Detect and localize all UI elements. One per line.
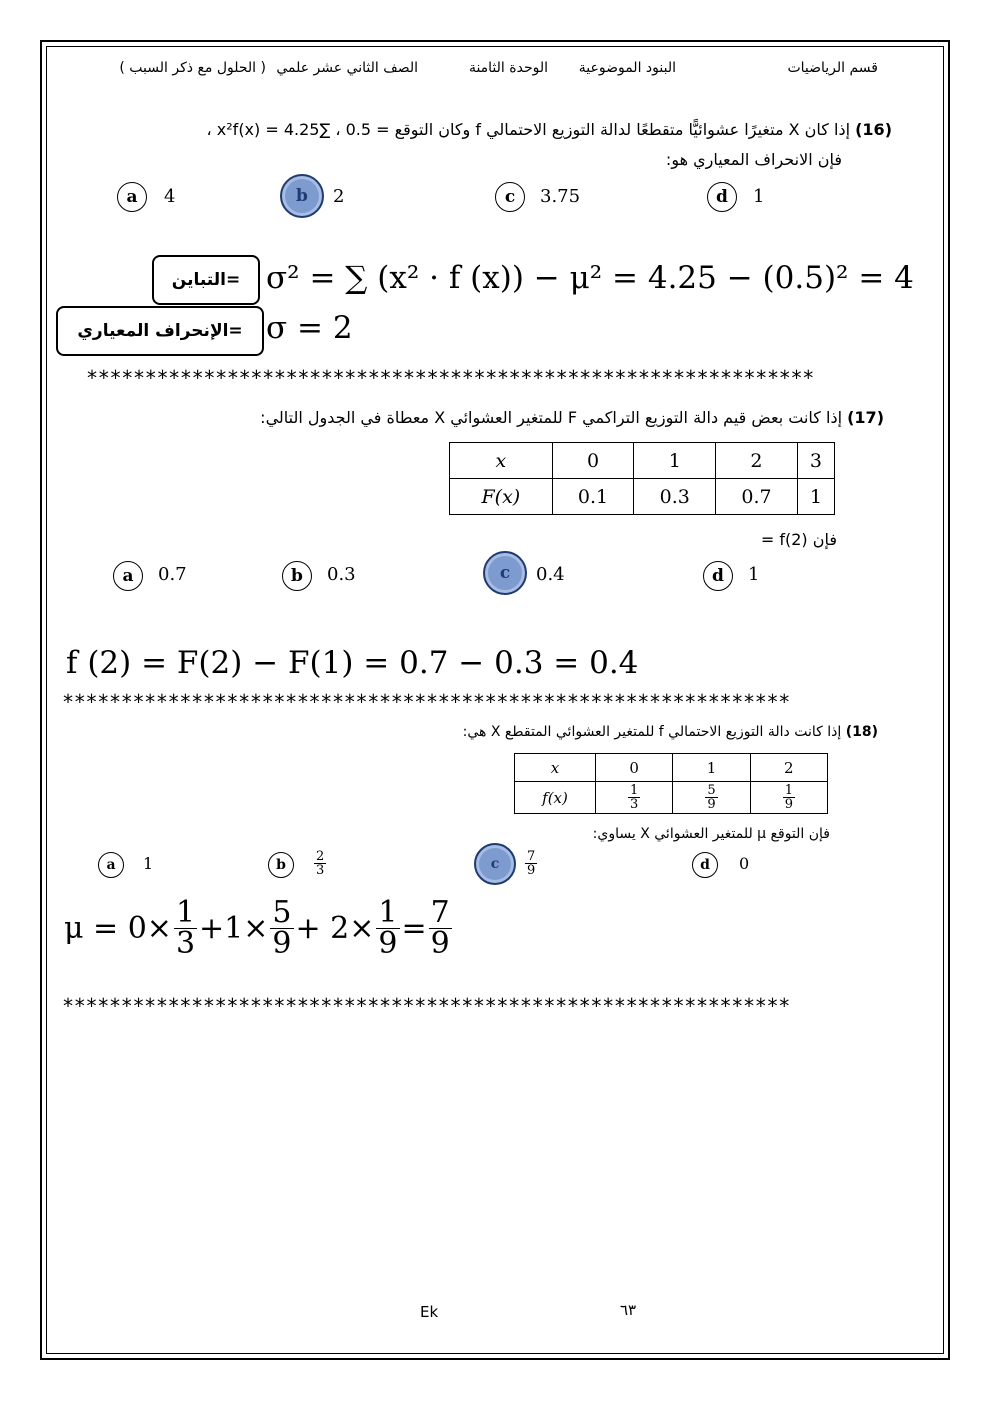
q18-sol-t2-num: 5 bbox=[272, 895, 292, 930]
q18-opt-b-num: 2 bbox=[316, 849, 325, 864]
q17-option-a-circle[interactable]: a bbox=[113, 561, 143, 591]
q18-option-c-circle-selected[interactable]: c bbox=[474, 843, 516, 885]
q16-number: (16) bbox=[855, 120, 892, 139]
q16-line1 bbox=[207, 120, 892, 139]
q18-table-f2 bbox=[750, 782, 827, 814]
q18-sol-p2: + 2× bbox=[295, 911, 375, 946]
q18-sol-t3-den: 9 bbox=[378, 926, 398, 961]
q18-table-header-fx: f(x) bbox=[515, 782, 596, 814]
q17-option-c-value: 0.4 bbox=[536, 564, 565, 585]
q16-option-a-value: 4 bbox=[164, 186, 176, 207]
q18-opt-c-den: 9 bbox=[527, 863, 536, 878]
sd-formula: σ = 2 bbox=[266, 310, 353, 346]
q18-f2-den: 9 bbox=[784, 797, 793, 812]
q18-sol-t1-den: 3 bbox=[175, 926, 196, 961]
q17-table-F2: 0.7 bbox=[716, 479, 798, 515]
q17-option-d-circle[interactable]: d bbox=[703, 561, 733, 591]
variance-label: =التباين bbox=[152, 255, 260, 305]
q18-option-b-circle[interactable]: b bbox=[268, 852, 294, 878]
header-unit: الوحدة الثامنة bbox=[468, 60, 548, 76]
q16-option-a-circle[interactable]: a bbox=[117, 182, 147, 212]
variance-formula: σ² = ∑ (x² · f (x)) − μ² = 4.25 − (0.5)² = 4 bbox=[266, 260, 914, 296]
q18-option-a-circle[interactable]: a bbox=[98, 852, 124, 878]
q17-table-header-Fx: F(x) bbox=[450, 479, 553, 515]
q18-f0-den: 3 bbox=[630, 797, 639, 812]
header-department: قسم الرياضيات bbox=[787, 60, 878, 76]
q16-text-line2: فإن الانحراف المعياري هو: bbox=[665, 150, 842, 169]
q18-question: فإن التوقع μ للمتغير العشوائي X يساوي: bbox=[592, 826, 830, 842]
q18-sol-res-num: 7 bbox=[430, 895, 450, 930]
q18-f0-num: 1 bbox=[630, 783, 639, 798]
q18-opt-b-den: 3 bbox=[316, 863, 325, 878]
q16-option-c-value: 3.75 bbox=[540, 186, 581, 207]
q18-f2-num: 1 bbox=[784, 783, 793, 798]
q16-option-c-circle[interactable]: c bbox=[495, 182, 525, 212]
q17-table-x2: 2 bbox=[716, 443, 798, 479]
q17-table-F0: 0.1 bbox=[552, 479, 634, 515]
q17-table-F3: 1 bbox=[797, 479, 834, 515]
q17-solution: f (2) = F(2) − F(1) = 0.7 − 0.3 = 0.4 bbox=[66, 645, 639, 681]
q17-text: إذا كانت بعض قيم دالة التوزيع التراكمي F للمتغير العشوائي X معطاة في الجدول التالي: bbox=[260, 408, 843, 427]
q18-sol-t1-num: 1 bbox=[175, 895, 196, 930]
q18-sol-eq: = bbox=[401, 911, 427, 946]
q18-sol-lhs: μ = 0× bbox=[64, 911, 172, 946]
q16-option-d-circle[interactable]: d bbox=[707, 182, 737, 212]
q18-sol-p1: +1× bbox=[199, 911, 269, 946]
q17-option-d-value: 1 bbox=[748, 564, 760, 585]
q17-line bbox=[260, 408, 884, 427]
q17-table-header-x: x bbox=[450, 443, 553, 479]
q18-f1-num: 5 bbox=[707, 783, 716, 798]
q18-table bbox=[514, 753, 828, 814]
q18-sol-res-den: 9 bbox=[430, 926, 450, 961]
q17-question: فإن f(2) = bbox=[760, 530, 837, 549]
q18-solution bbox=[64, 895, 452, 961]
q18-opt-c-num: 7 bbox=[527, 849, 536, 864]
q17-table-x3: 3 bbox=[797, 443, 834, 479]
separator-2: ************************************************************** bbox=[62, 690, 790, 714]
q18-sol-t3-num: 1 bbox=[378, 895, 398, 930]
q18-option-b-value bbox=[314, 850, 326, 877]
separator-1: ************************************************************** bbox=[86, 366, 814, 390]
q18-table-x1: 1 bbox=[673, 754, 750, 782]
q18-table-header-x: x bbox=[515, 754, 596, 782]
q18-f1-den: 9 bbox=[707, 797, 716, 812]
q18-line bbox=[463, 724, 878, 740]
footer-author: Ek bbox=[420, 1303, 439, 1321]
q17-option-b-value: 0.3 bbox=[327, 564, 356, 585]
q18-sol-t2-den: 9 bbox=[272, 926, 292, 961]
q18-option-c-value bbox=[525, 850, 537, 877]
q17-number: (17) bbox=[847, 408, 884, 427]
q18-text: إذا كانت دالة التوزيع الاحتمالي f للمتغير العشوائي المتقطع X هي: bbox=[462, 724, 842, 740]
q18-table-x2: 2 bbox=[750, 754, 827, 782]
q18-table-x0: 0 bbox=[596, 754, 673, 782]
q18-table-f1 bbox=[673, 782, 750, 814]
q16-text-line1: إذا كان X متغيرًا عشوائيًّا متقطعًا لدالة التوزيع الاحتمالي f وكان التوقع = 0.5 ، ∑x²f(x) = 4.25 ، bbox=[206, 120, 851, 139]
q18-option-d-value: 0 bbox=[739, 854, 750, 873]
header-section: البنود الموضوعية bbox=[578, 60, 676, 76]
q18-option-a-value: 1 bbox=[143, 854, 154, 873]
footer-page-number: ٦٣ bbox=[620, 1301, 637, 1319]
q16-option-b-value: 2 bbox=[333, 186, 345, 207]
header-grade: الصف الثاني عشر علمي bbox=[276, 60, 418, 76]
q18-option-d-circle[interactable]: d bbox=[692, 852, 718, 878]
header-note: ( الحلول مع ذكر السبب ) bbox=[119, 60, 266, 76]
q17-table bbox=[449, 442, 835, 515]
q17-table-x1: 1 bbox=[634, 443, 716, 479]
q16-option-b-circle-selected[interactable]: b bbox=[280, 174, 324, 218]
q17-option-c-circle-selected[interactable]: c bbox=[483, 551, 527, 595]
q18-table-f0 bbox=[596, 782, 673, 814]
q18-number: (18) bbox=[845, 724, 878, 740]
q17-table-x0: 0 bbox=[552, 443, 634, 479]
separator-3: ************************************************************** bbox=[62, 994, 790, 1018]
q17-table-F1: 0.3 bbox=[634, 479, 716, 515]
q16-option-d-value: 1 bbox=[753, 186, 765, 207]
sd-label: =الإنحراف المعياري bbox=[56, 306, 264, 356]
q17-option-b-circle[interactable]: b bbox=[282, 561, 312, 591]
q17-option-a-value: 0.7 bbox=[158, 564, 187, 585]
